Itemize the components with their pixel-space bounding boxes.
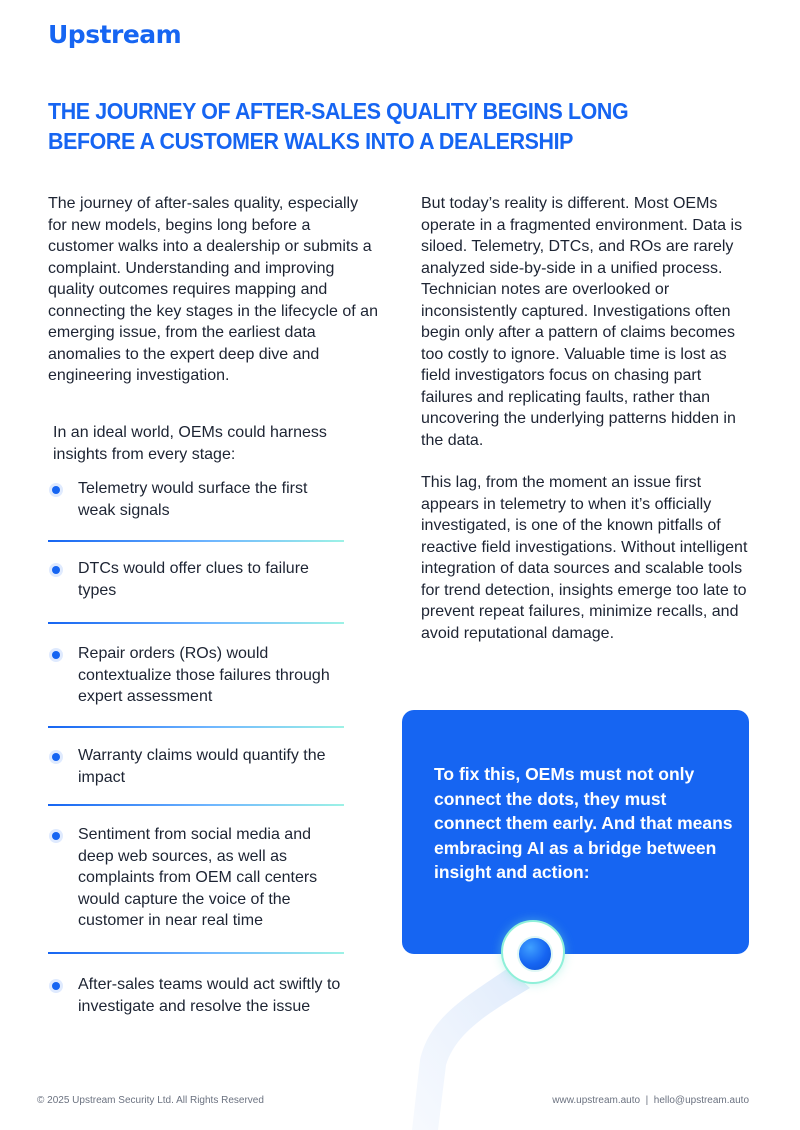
callout-text: To fix this, OEMs must not only connect the dots, they must connect them early. And that means embracing AI as a bridge between insight and action: [434,764,733,882]
list-item-text: Warranty claims would quantify the impact [78,747,326,786]
list-item-text: Sentiment from social media and deep web sources, as well as complaints from OEM call centers would capture the voice of the customer in near real time [78,826,318,929]
connector-node-icon [501,920,565,984]
footer-contact: www.upstream.auto | hello@upstream.auto [552,1095,749,1106]
page-headline: THE JOURNEY OF AFTER-SALES QUALITY BEGINS LONG BEFORE A CUSTOMER WALKS INTO A DEALERSHIP [48,98,629,154]
bullet-dot-icon [52,486,60,494]
footer-copyright: © 2025 Upstream Security Ltd. All Rights Reserved [37,1095,264,1106]
list-item-text: Repair orders (ROs) would contextualize those failures through expert assessment [78,645,330,705]
upstream-logo: Upstream [48,20,182,49]
ideal-world-intro: In an ideal world, OEMs could harness insights from every stage: [53,424,327,463]
bullet-dot-icon [52,651,60,659]
bullet-dot-icon [52,982,60,990]
intro-paragraph: The journey of after-sales quality, especially for new models, begins long before a customer walks into a dealership or submits a complaint. Understanding and improving quality outcomes requires mapping and connecting the key stages in the lifecycle of an emerging issue, from the earliest data anomalies to the expert deep dive and engineering investigation. [48,195,378,384]
list-divider [48,952,344,954]
reality-paragraph: But today’s reality is different. Most OEMs operate in a fragmented environment. Data is siloed. Telemetry, DTCs, and ROs are rarely analyzed side-by-side in a unified process. Technician notes are overlooked or inconsistently captured. Investigations often begin only after a pattern of claims becomes too costly to ignore. Valuable time is lost as field investigators focus on chasing part failures and replicating faults, rather than uncovering the underlying patterns hidden in the data. [421,195,743,449]
connector-node-core [517,936,553,972]
bullet-dot-icon [52,566,60,574]
list-item-text: After-sales teams would act swiftly to investigate and resolve the issue [78,976,341,1015]
list-divider [48,622,344,624]
bullet-dot-icon [52,832,60,840]
list-divider [48,540,344,542]
bullet-dot-icon [52,753,60,761]
list-item-text: DTCs would offer clues to failure types [78,560,309,599]
list-item-text: Telemetry would surface the first weak signals [78,480,308,519]
list-divider [48,726,344,728]
list-divider [48,804,344,806]
lag-paragraph: This lag, from the moment an issue first appears in telemetry to when it’s officially investigated, is one of the known pitfalls of reactive field investigations. Without intelligent integration of data sources and scalable tools for trend detection, insights emerge too late to prevent repeat failures, minimize recalls, and avoid reputational damage. [421,474,748,642]
